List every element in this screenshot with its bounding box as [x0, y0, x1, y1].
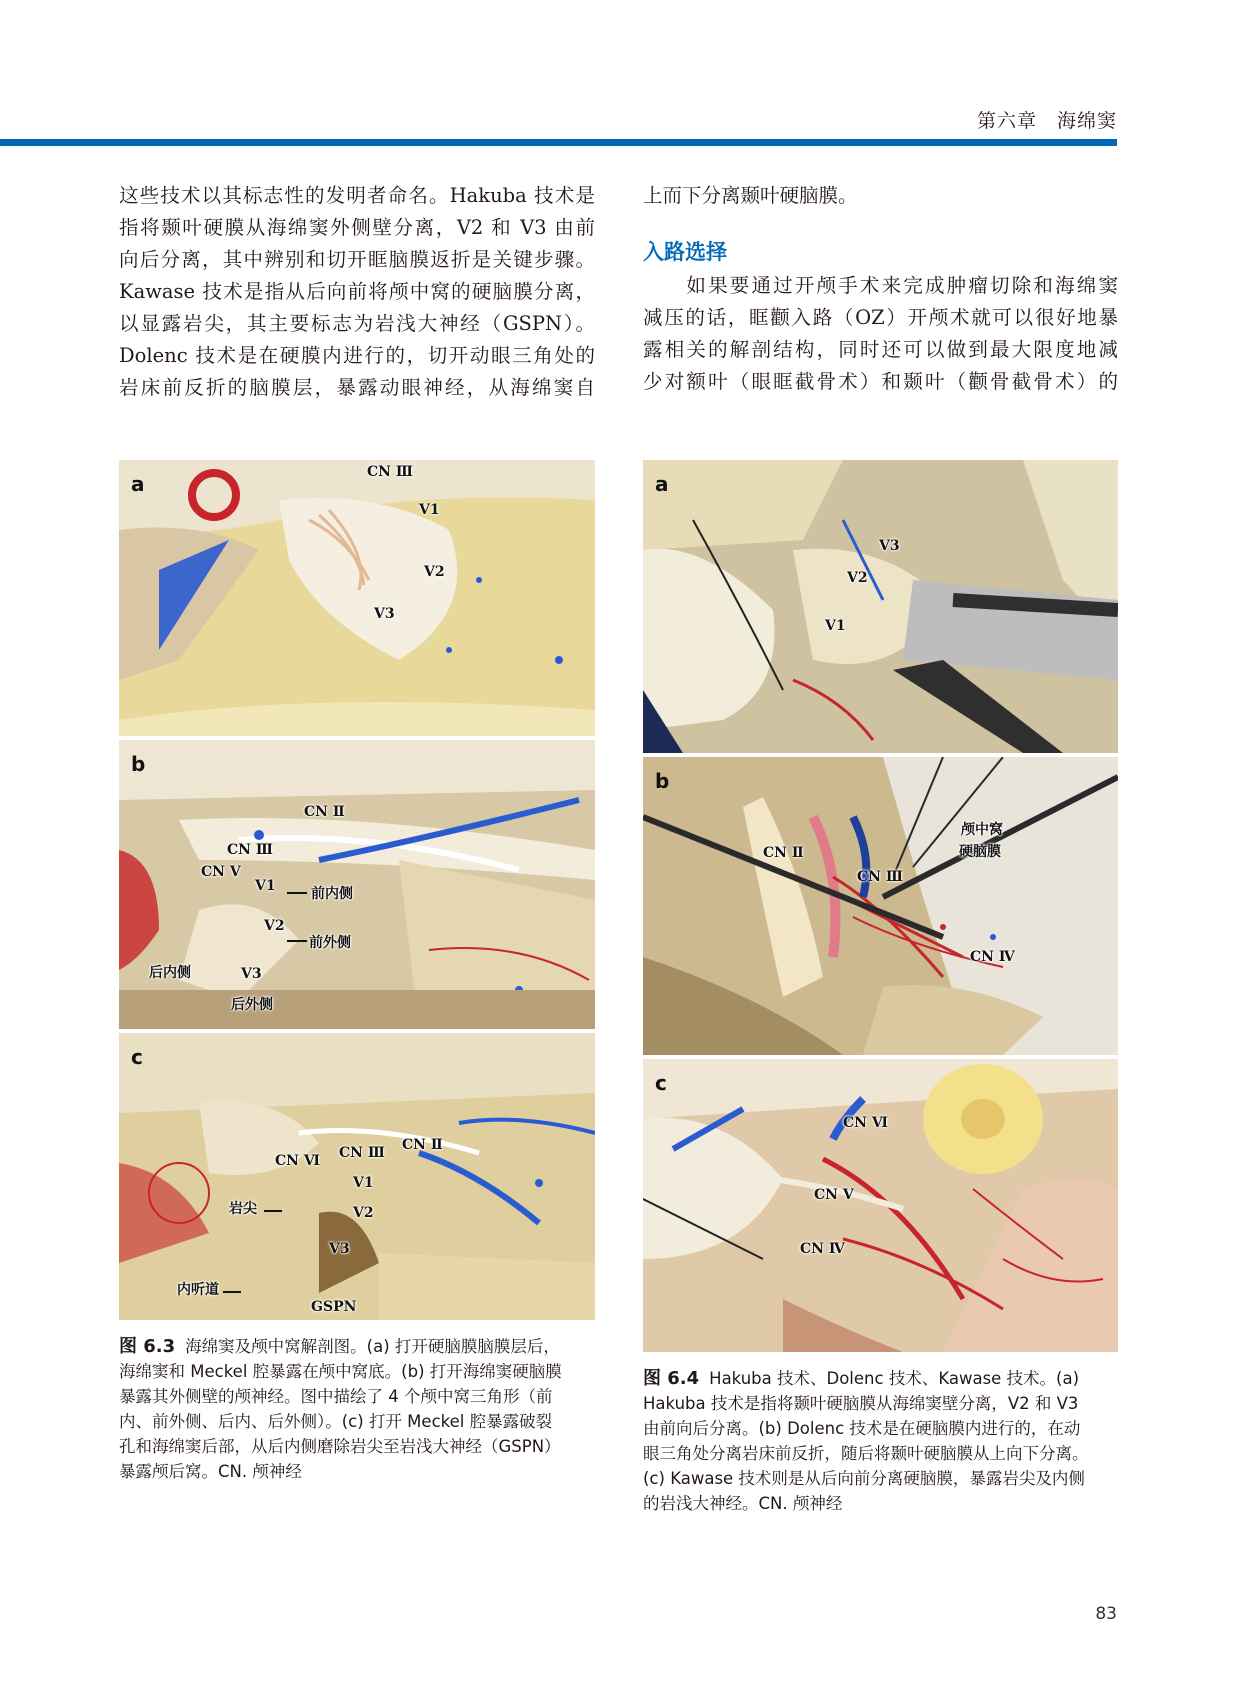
figure-6-4-panel-a: [643, 460, 1118, 753]
label-cn2: CN Ⅱ: [402, 1137, 443, 1153]
label-anteromedial: 前内侧: [311, 886, 353, 902]
figure-6-3-panel-b: [119, 740, 595, 1029]
label-cn6: CN Ⅵ: [275, 1153, 320, 1169]
text-line: 露相关的解剖结构，同时还可以做到最大限度地减: [643, 338, 1118, 361]
caption-line: 内、前外侧、后内、后外侧）。(c) 打开 Meckel 腔暴露破裂: [119, 1412, 553, 1431]
caption-line: 海绵窦和 Meckel 腔暴露在颅中窝底。(b) 打开海绵窦硬脑膜: [119, 1362, 562, 1381]
label-v1: V1: [419, 502, 440, 518]
label-v3: V3: [241, 966, 262, 982]
figure-6-3-panel-c: [119, 1033, 595, 1320]
label-cn4: CN Ⅳ: [970, 949, 1015, 965]
leader-line: [287, 892, 307, 894]
label-v1: V1: [353, 1175, 374, 1191]
dissection-photo: [643, 757, 1118, 1055]
caption-line: 暴露其外侧壁的颅神经。图中描绘了 4 个颅中窝三角形（前: [119, 1387, 553, 1406]
label-petrous-apex: 岩尖: [229, 1201, 257, 1217]
label-cn6: CN Ⅵ: [843, 1115, 888, 1131]
figure-6-3-panel-a: [119, 460, 595, 736]
label-dura: 硬脑膜: [959, 844, 1001, 860]
right-column-text: [643, 270, 1118, 398]
label-cn3: CN Ⅲ: [857, 869, 903, 885]
label-v1: V1: [255, 878, 276, 894]
page-number: 83: [1095, 1604, 1117, 1624]
left-column-text: [119, 180, 595, 404]
caption-line: 图 6.4 Hakuba 技术、Dolenc 技术、Kawase 技术。(a): [643, 1368, 1080, 1389]
label-middle-fossa: 颅中窝: [961, 822, 1003, 838]
dissection-photo: [119, 740, 595, 1029]
text-line: 如果要通过开颅手术来完成肿瘤切除和海绵窦: [643, 274, 1118, 297]
panel-letter: b: [131, 752, 146, 776]
label-v2: V2: [424, 564, 445, 580]
label-posterolateral: 后外侧: [231, 997, 273, 1013]
label-cn3: CN Ⅲ: [339, 1145, 385, 1161]
text-line: 以显露岩尖，其主要标志为岩浅大神经（GSPN）。: [119, 312, 595, 335]
label-cn2: CN Ⅱ: [763, 845, 804, 861]
dissection-photo: [643, 460, 1118, 753]
label-internal-auditory-canal: 内听道: [177, 1282, 219, 1298]
figure-6-4-panel-c: [643, 1059, 1118, 1352]
panel-letter: a: [655, 472, 669, 496]
text-line: Kawase 技术是指从后向前将颅中窝的硬脑膜分离，: [119, 280, 595, 303]
text-line: 减压的话，眶颧入路（OZ）开颅术就可以很好地暴: [643, 306, 1118, 329]
text-line: 向后分离，其中辨别和切开眶脑膜返折是关键步骤。: [119, 248, 595, 271]
caption-line: Hakuba 技术是指将颞叶硬脑膜从海绵窦壁分离，V2 和 V3: [643, 1394, 1079, 1413]
panel-letter: c: [131, 1045, 143, 1069]
label-v3: V3: [374, 606, 395, 622]
header-rule: [0, 139, 1117, 146]
figure-6-3-caption: [119, 1334, 599, 1484]
label-cn3: CN Ⅲ: [227, 842, 273, 858]
label-v2: V2: [353, 1205, 374, 1221]
text-line: 这些技术以其标志性的发明者命名。Hakuba 技术是: [119, 184, 595, 207]
figure-6-4-caption: [643, 1366, 1123, 1516]
right-column-continuation: [643, 180, 1118, 212]
leader-line: [287, 940, 307, 942]
label-gspn: GSPN: [311, 1299, 357, 1315]
figure-number: 图 6.4: [643, 1368, 700, 1389]
caption-line: 的岩浅大神经。CN. 颅神经: [643, 1494, 843, 1513]
text-line: 指将颞叶硬膜从海绵窦外侧壁分离，V2 和 V3 由前: [119, 216, 595, 239]
label-cn2: CN Ⅱ: [304, 804, 345, 820]
caption-line: (c) Kawase 技术则是从后向前分离硬脑膜，暴露岩尖及内侧: [643, 1469, 1085, 1488]
text-line: 岩床前反折的脑膜层，暴露动眼神经，从海绵窦自: [119, 376, 595, 399]
text-line: Dolenc 技术是在硬膜内进行的，切开动眼三角处的: [119, 344, 595, 367]
label-anterolateral: 前外侧: [309, 935, 351, 951]
section-title: 入路选择: [643, 240, 727, 264]
text-line: 上而下分离颞叶硬脑膜。: [643, 184, 858, 207]
figure-number: 图 6.3: [119, 1336, 176, 1357]
leader-line: [223, 1291, 241, 1293]
label-v1: V1: [825, 618, 846, 634]
caption-line: 孔和海绵窦后部，从后内侧磨除岩尖至岩浅大神经（GSPN）: [119, 1437, 561, 1456]
label-cn3: CN Ⅲ: [367, 464, 413, 480]
panel-letter: c: [655, 1071, 667, 1095]
running-title: 第六章 海绵窦: [976, 110, 1117, 132]
dissection-photo: [643, 1059, 1118, 1352]
label-v3: V3: [329, 1241, 350, 1257]
text-line: 少对额叶（眼眶截骨术）和颞叶（颧骨截骨术）的: [643, 370, 1118, 393]
label-v3: V3: [879, 538, 900, 554]
label-cn5: CN Ⅴ: [201, 864, 241, 880]
panel-letter: a: [131, 472, 145, 496]
caption-line: 由前向后分离。(b) Dolenc 技术是在硬脑膜内进行的，在动: [643, 1419, 1081, 1438]
leader-line: [264, 1210, 282, 1212]
caption-line: 暴露颅后窝。CN. 颅神经: [119, 1462, 302, 1481]
label-posteromedial: 后内侧: [149, 965, 191, 981]
label-cn5: CN Ⅴ: [814, 1187, 854, 1203]
label-v2: V2: [264, 918, 285, 934]
caption-line: 眼三角处分离岩床前反折，随后将颞叶硬脑膜从上向下分离。: [643, 1444, 1089, 1463]
label-cn4: CN Ⅳ: [800, 1241, 845, 1257]
figure-6-4-panel-b: [643, 757, 1118, 1055]
panel-letter: b: [655, 769, 670, 793]
label-v2: V2: [847, 570, 868, 586]
caption-line: 图 6.3 海绵窦及颅中窝解剖图。(a) 打开硬脑膜脑膜层后，: [119, 1336, 560, 1357]
dissection-photo: [119, 460, 595, 736]
